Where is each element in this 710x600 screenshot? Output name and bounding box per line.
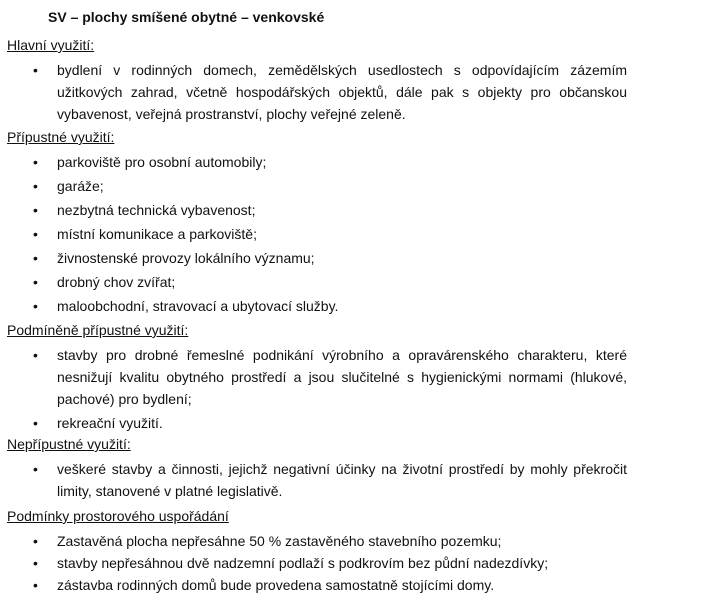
prohibited-use-list (0, 458, 710, 502)
list-item-text: veškeré stavby a činnosti, jejichž negativní účinky na životní prostředí by mohly překročit limity, stanovené v platné legislativě. (57, 461, 627, 499)
bullet-icon: • (33, 226, 38, 242)
list-item-text: živnostenské provozy lokálního významu; (57, 250, 315, 266)
bullet-icon: • (33, 202, 38, 218)
bullet-icon: • (33, 347, 38, 363)
bullet-icon: • (33, 555, 38, 571)
bullet-icon: • (33, 577, 38, 593)
section-heading-main-use: Hlavní využití: (7, 37, 95, 53)
list-item (0, 223, 710, 245)
list-item (0, 574, 710, 596)
section-heading-spatial-conditions: Podmínky prostorového uspořádání (7, 508, 229, 524)
conditional-use-list (0, 344, 710, 434)
section-heading-prohibited-use: Nepřípustné využití: (7, 436, 131, 452)
list-item (0, 412, 710, 434)
list-item-text: stavby pro drobné řemeslné podnikání výrobního a opravárenského charakteru, které nesnižují kvalitu obytného prostředí a jsou slučitelné s hygienickými normami (hlukové, pachové) pro bydlení; (57, 347, 627, 407)
section-heading-permitted-use: Přípustné využití: (7, 129, 115, 145)
list-item (0, 151, 710, 173)
bullet-icon: • (33, 154, 38, 170)
bullet-icon: • (33, 274, 38, 290)
bullet-icon: • (33, 250, 38, 266)
list-item (0, 175, 710, 197)
list-item (0, 552, 710, 574)
list-item (0, 344, 710, 410)
list-item (0, 530, 710, 552)
list-item-text: garáže; (57, 178, 104, 194)
list-item (0, 295, 710, 317)
list-item-text: parkoviště pro osobní automobily; (57, 154, 267, 170)
list-item-text: rekreační využití. (57, 415, 163, 431)
list-item (0, 458, 710, 502)
bullet-icon: • (33, 298, 38, 314)
list-item (0, 271, 710, 293)
list-item-text: bydlení v rodinných domech, zemědělských usedlostech s odpovídajícím zázemím užitkových zahrad, včetně hospodářských objektů, dále pak s objekty pro občanskou vybavenost, veřejná prostranství, plochy veřejné zeleně. (57, 62, 627, 122)
bullet-icon: • (33, 62, 38, 78)
bullet-icon: • (33, 461, 38, 477)
bullet-icon: • (33, 533, 38, 549)
bullet-icon: • (33, 178, 38, 194)
list-item (0, 247, 710, 269)
list-item-text: místní komunikace a parkoviště; (57, 226, 257, 242)
list-item-text: drobný chov zvířat; (57, 274, 176, 290)
list-item-text: zástavba rodinných domů bude provedena samostatně stojícími domy. (57, 577, 495, 593)
bullet-icon: • (33, 415, 38, 431)
permitted-use-list (0, 151, 710, 317)
list-item (0, 199, 710, 221)
list-item-text: stavby nepřesáhnou dvě nadzemní podlaží s podkrovím bez půdní nadezdívky; (57, 555, 549, 571)
section-heading-conditional-use: Podmíněně přípustné využití: (7, 322, 189, 338)
spatial-conditions-list (0, 530, 710, 596)
page-title: SV – plochy smíšené obytné – venkovské (48, 9, 325, 25)
list-item-text: Zastavěná plocha nepřesáhne 50 % zastavěného stavebního pozemku; (57, 533, 502, 549)
list-item-text: nezbytná technická vybavenost; (57, 202, 256, 218)
list-item-text: maloobchodní, stravovací a ubytovací služby. (57, 298, 339, 314)
main-use-list (0, 59, 710, 125)
list-item (0, 59, 710, 125)
